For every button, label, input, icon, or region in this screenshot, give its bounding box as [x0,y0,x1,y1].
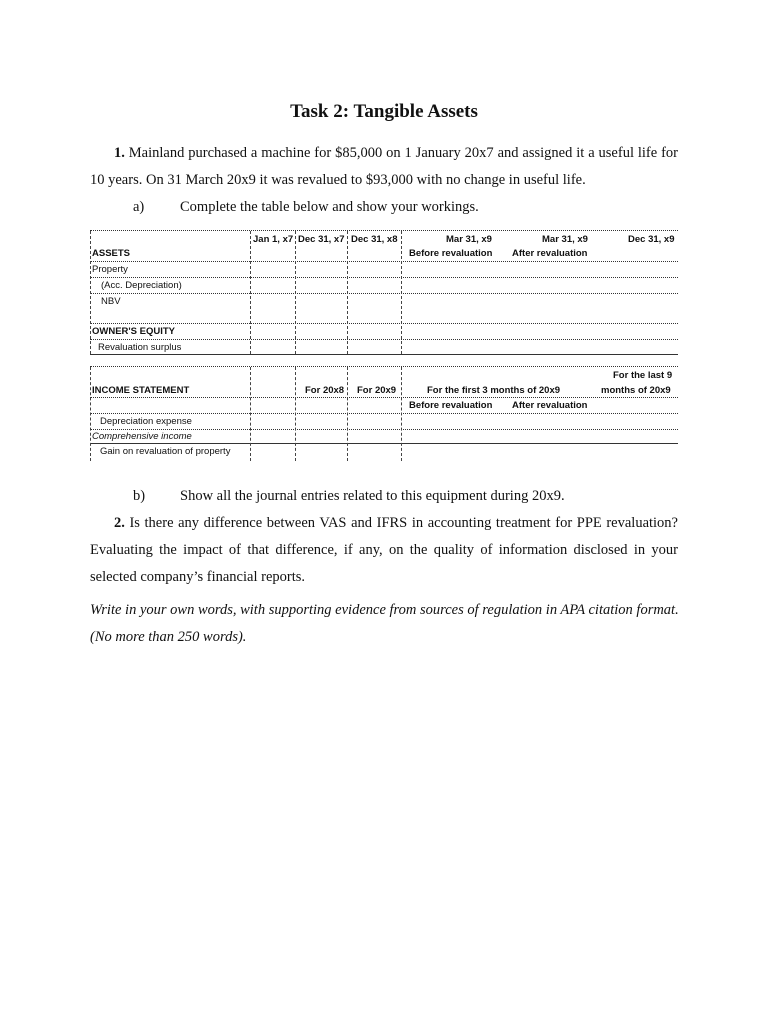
col-header-jan1-x7: Jan 1, x7 [253,234,294,245]
row-divider [90,397,678,398]
question-2 [90,510,678,591]
column-rule [295,231,296,354]
col-subheader-after: After revaluation [512,248,588,259]
question-1a-text: Complete the table below and show your workings. [180,199,479,215]
question-2-number: 2. [114,515,125,531]
question-1a-label: a) [133,199,145,215]
question-1b [133,488,565,505]
col-header-mar31-after: Mar 31, x9 [542,234,588,245]
row-divider [90,261,678,262]
column-rule [347,367,348,461]
instructions: Write in your own words, with supporting evidence from sources of regulation in APA citation format. (No more than 250 words). [90,602,679,645]
income-statement-heading: INCOME STATEMENT [92,385,190,396]
column-rule [295,367,296,461]
column-rule [401,231,402,354]
comprehensive-income-label: Comprehensive income [92,431,192,442]
col-subheader-before: Before revaluation [409,400,493,411]
col-header-dec31-x9: Dec 31, x9 [628,234,675,245]
gain-on-revaluation-label: Gain on revaluation of property [100,446,231,457]
assets-label: ASSETS [92,248,131,259]
row-divider [90,413,678,414]
acc-depreciation-label: (Acc. Depreciation) [101,280,182,291]
nbv-label: NBV [101,296,121,307]
column-rule [90,367,91,461]
column-rule [250,231,251,354]
table-top-rule [90,366,678,367]
column-rule [347,231,348,354]
row-divider [90,339,678,340]
col-header-last9-line2: months of 20x9 [601,385,671,396]
question-1-number: 1. [114,145,125,161]
balance-sheet-table [90,230,678,356]
question-1-text: Mainland purchased a machine for $85,000 on 1 January 20x7 and assigned it a useful life for 10 years. On 31 March 20x9 it was revalued to $93,000 with no change in useful life. [90,145,678,188]
col-header-for-20x8: For 20x8 [305,385,345,396]
col-subheader-before: Before revaluation [409,248,493,259]
page-title: Task 2: Tangible Assets [290,101,478,122]
row-divider [90,443,678,444]
col-header-last9-line1: For the last 9 [613,370,673,381]
question-1b-text: Show all the journal entries related to this equipment during 20x9. [180,488,565,504]
question-2-text: Is there any difference between VAS and IFRS in accounting treatment for PPE revaluation? Evaluating the impact of that difference, if any, on the quality of information disclosed in your selected company’s financial reports. [90,515,678,585]
revaluation-surplus-label: Revaluation surplus [98,342,182,353]
column-rule [250,367,251,461]
row-divider [90,277,678,278]
row-divider [90,323,678,324]
table-top-rule [90,230,678,231]
owners-equity-label: OWNER'S EQUITY [92,326,176,337]
col-header-dec31-x8: Dec 31, x8 [351,234,398,245]
question-1b-label: b) [133,488,146,504]
column-rule [401,367,402,461]
question-1a [133,199,479,216]
row-divider [90,293,678,294]
row-divider [90,429,678,430]
column-rule [90,231,91,354]
income-statement-table [90,366,678,462]
col-header-mar31-before: Mar 31, x9 [446,234,492,245]
table-bottom-rule [90,354,678,355]
depreciation-expense-label: Depreciation expense [100,416,192,427]
property-label: Property [92,264,128,275]
col-header-for-20x9: For 20x9 [357,385,397,396]
col-subheader-after: After revaluation [512,400,588,411]
col-header-dec31-x7: Dec 31, x7 [298,234,345,245]
question-1 [90,140,678,194]
col-header-first-3-months: For the first 3 months of 20x9 [427,385,561,396]
